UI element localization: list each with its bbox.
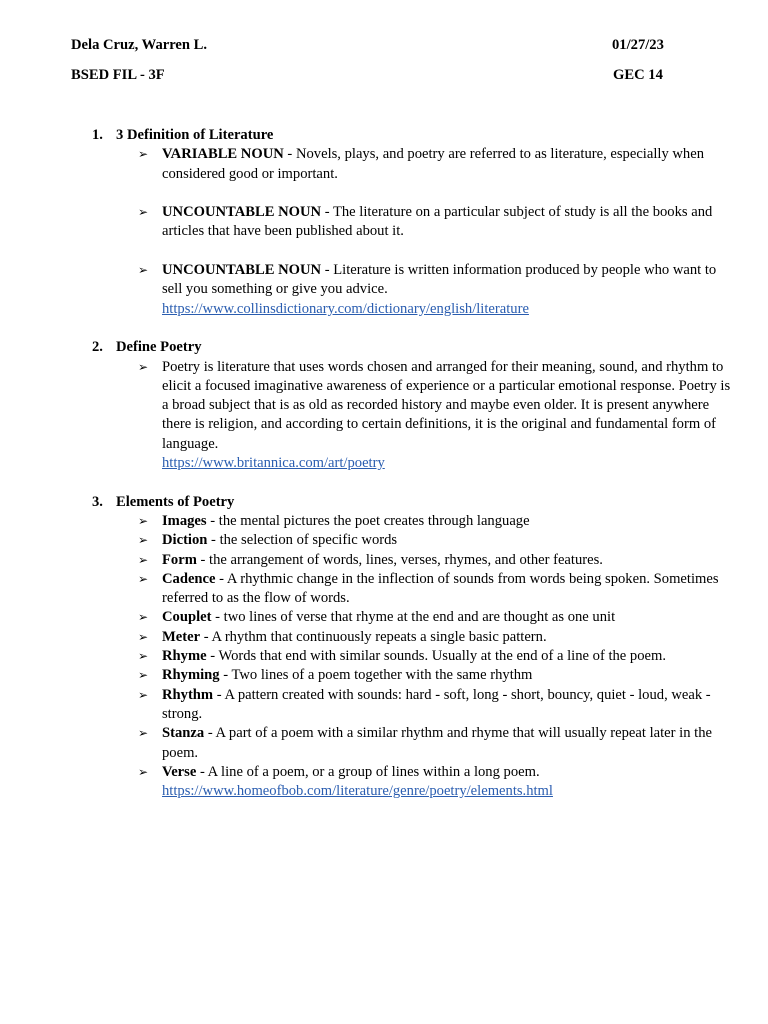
section-title — [92, 493, 734, 512]
author-name: Dela Cruz, Warren L. — [71, 37, 208, 53]
list-item — [92, 203, 734, 242]
definition-text: Novels, plays, and poetry are referred to as literature, especially when considered good or important. — [162, 146, 705, 182]
arrowhead-bullet-icon: ➢ — [138, 263, 149, 278]
term: Form — [162, 551, 197, 568]
list-item — [92, 686, 734, 725]
section-title — [92, 126, 734, 145]
bullet-list — [92, 358, 734, 474]
list-item — [92, 145, 734, 184]
arrowhead-bullet-icon: ➢ — [138, 649, 149, 664]
definition-text: A part of a poem with a similar rhythm and rhyme that will usually repeat later in the poem. — [162, 725, 712, 761]
term-separator: - — [213, 686, 225, 703]
list-item — [92, 358, 734, 474]
term-separator: - — [207, 532, 220, 549]
arrowhead-bullet-icon: ➢ — [138, 668, 149, 683]
list-item — [92, 608, 734, 627]
arrowhead-bullet-icon: ➢ — [138, 629, 149, 644]
definition-text: the selection of specific words — [219, 532, 398, 549]
arrowhead-bullet-icon: ➢ — [138, 687, 149, 702]
definition-text: The literature on a particular subject of study is all the books and articles that have been published about it. — [162, 204, 713, 240]
list-item — [92, 570, 734, 609]
definition-text: Poetry is literature that uses words chosen and arranged for their meaning, sound, and rhythm to elicit a focused imaginative awareness of experience or a particular emotional response. Poetry is a broad subject that is as old as recorded history and maybe even older. It is present anywhere there is religion, and according to certain definitions, it is the original and fundamental form of language. — [162, 358, 731, 452]
bullet-list — [92, 512, 734, 801]
definition-text: two lines of verse that rhyme at the end and are thought as one unit — [223, 609, 616, 626]
list-item — [92, 531, 734, 550]
source-link[interactable]: https://www.homeofbob.com/literature/genre/poetry/elements.html — [162, 783, 553, 800]
definition-text: the arrangement of words, lines, verses, rhymes, and other features. — [209, 551, 603, 568]
term-separator: - — [196, 551, 210, 568]
list-item — [92, 261, 734, 319]
section-number: 2. — [92, 339, 103, 356]
arrowhead-bullet-icon: ➢ — [138, 533, 149, 548]
arrowhead-bullet-icon: ➢ — [138, 205, 149, 220]
list-item — [92, 666, 734, 685]
section-title-text: 3 Definition of Literature — [116, 127, 274, 143]
term: Cadence — [162, 570, 216, 587]
term: Rhyming — [162, 667, 220, 684]
definition-text: A rhythmic change in the inflection of sounds from words being spoken. Sometimes referred to as the flow of words. — [162, 570, 719, 607]
list-item — [92, 628, 734, 647]
arrowhead-bullet-icon: ➢ — [138, 571, 149, 586]
term-separator: - — [321, 204, 333, 221]
term-separator: - — [215, 570, 227, 587]
source-link[interactable]: https://www.collinsdictionary.com/dictionary/english/literature — [162, 300, 529, 317]
list-item — [92, 551, 734, 570]
section-title-text: Elements of Poetry — [116, 493, 235, 510]
term: UNCOUNTABLE NOUN — [162, 204, 322, 221]
term: Stanza — [162, 725, 205, 742]
term-separator: - — [206, 512, 219, 529]
section — [92, 126, 734, 319]
definition-text: A line of a poem, or a group of lines within a long poem. — [207, 763, 540, 780]
definition-text: the mental pictures the poet creates through language — [218, 512, 530, 529]
term-separator: - — [206, 648, 219, 665]
definition-text: Words that end with similar sounds. Usually at the end of a line of the poem. — [218, 648, 666, 665]
term: VARIABLE NOUN — [162, 146, 284, 163]
term: Rhythm — [162, 686, 214, 703]
source-link[interactable]: https://www.britannica.com/art/poetry — [162, 455, 385, 472]
term-separator: - — [219, 667, 232, 684]
arrowhead-bullet-icon: ➢ — [138, 610, 149, 625]
numbered-sections — [92, 126, 734, 821]
subject-code: GEC 14 — [613, 67, 663, 83]
arrowhead-bullet-icon: ➢ — [138, 513, 149, 528]
section-title-text: Define Poetry — [116, 339, 202, 356]
arrowhead-bullet-icon: ➢ — [138, 726, 149, 741]
list-item — [92, 724, 734, 763]
term: Couplet — [162, 609, 212, 626]
term: Diction — [162, 532, 208, 549]
term-separator: - — [283, 146, 296, 163]
term-separator: - — [200, 628, 212, 645]
term-separator: - — [196, 763, 208, 780]
section — [92, 338, 734, 473]
date: 01/27/23 — [612, 37, 664, 53]
list-item — [92, 647, 734, 666]
term-separator: - — [211, 609, 224, 626]
term-separator: - — [321, 262, 334, 279]
term: Meter — [162, 628, 201, 645]
definition-text: Two lines of a poem together with the same rhythm — [231, 667, 533, 684]
course-section: BSED FIL - 3F — [71, 67, 165, 83]
term-separator: - — [204, 725, 216, 742]
section-number: 3. — [92, 493, 103, 510]
section-number: 1. — [92, 127, 103, 143]
definition-text: A rhythm that continuously repeats a single basic pattern. — [211, 628, 547, 645]
section — [92, 493, 734, 802]
section-title — [92, 338, 734, 357]
term: Verse — [162, 763, 197, 780]
term: Rhyme — [162, 648, 207, 665]
list-item — [92, 763, 734, 802]
arrowhead-bullet-icon: ➢ — [138, 359, 149, 374]
definition-text: A pattern created with sounds: hard - soft, long - short, bouncy, quiet - loud, weak - strong. — [162, 686, 711, 722]
arrowhead-bullet-icon: ➢ — [138, 147, 149, 162]
arrowhead-bullet-icon: ➢ — [138, 764, 149, 779]
term: UNCOUNTABLE NOUN — [162, 262, 322, 279]
term: Images — [162, 512, 207, 529]
bullet-list — [92, 145, 734, 319]
arrowhead-bullet-icon: ➢ — [138, 552, 149, 567]
definition-text: Literature is written information produced by people who want to sell you something or give you advice. — [162, 262, 717, 298]
list-item — [92, 512, 734, 531]
